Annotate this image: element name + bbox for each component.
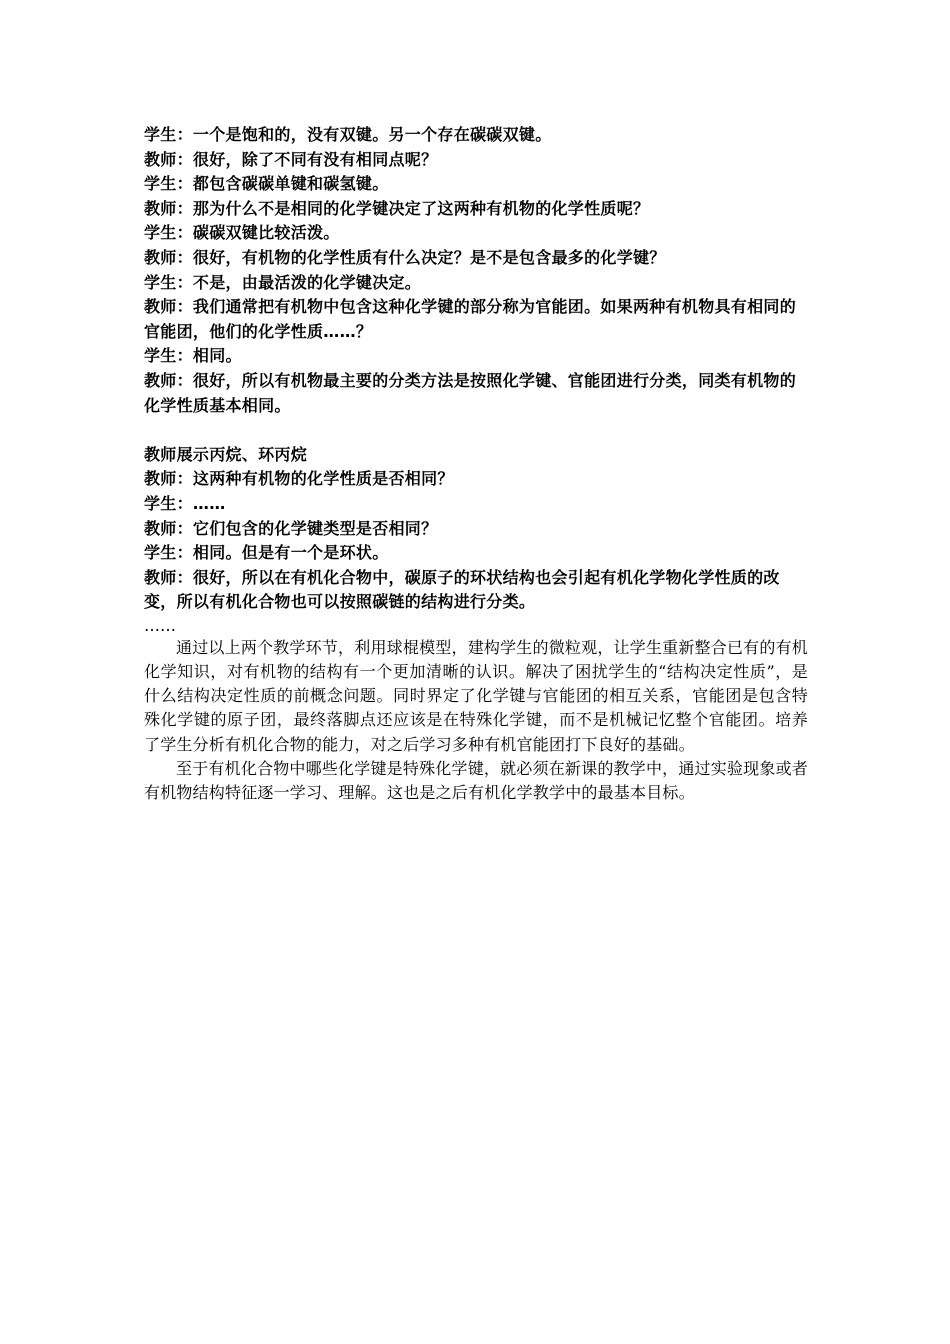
dialogue-line: 教师：我们通常把有机物中包含这种化学键的部分称为官能团。如果两种有机物具有相同的官能团，他们的化学性质……？ xyxy=(144,297,797,341)
summary-paragraph: 至于有机化合物中哪些化学键是特殊化学键，就必须在新课的教学中，通过实验现象或者有机物结构特征逐一学习、理解。这也是之后有机化学教学中的最基本目标。 xyxy=(144,758,808,803)
blank-spacer xyxy=(144,418,808,443)
dialogue-line: 教师展示丙烷、环丙烷 xyxy=(144,444,308,464)
dialogue-line: 学生：一个是饱和的，没有双键。另一个存在碳碳双键。 xyxy=(144,125,552,144)
dialogue-line: 教师：那为什么不是相同的化学键决定了这两种有机物的化学性质呢？ xyxy=(144,198,650,218)
summary-paragraph: 通过以上两个教学环节，利用球棍模型，建构学生的微粒观，让学生重新整合已有的有机化学知识，对有机物的结构有一个更加清晰的认识。解决了困扰学生的“结构决定性质”，是什么结构决定性质的前概念问题。同时界定了化学键与官能团的相互关系，官能团是包含特殊化学键的原子团，最终落脚点还应该是在特殊化学键，而不是机械记忆整个官能团。培养了学生分析有机化合物的能力，对之后学习多种有机官能团打下良好的基础。 xyxy=(144,637,808,754)
document-content xyxy=(144,123,808,805)
dialogue-line: 学生：碳碳双键比较活泼。 xyxy=(144,223,340,243)
dialogue-line: 学生：…… xyxy=(144,493,226,513)
dialogue-line: 教师：很好，所以有机物最主要的分类方法是按照化学键、官能团进行分类，同类有机物的化学性质基本相同。 xyxy=(144,370,797,415)
summary-section xyxy=(144,636,808,805)
dialogue-line: 学生：都包含碳碳单键和碳氢键。 xyxy=(144,174,389,194)
dialogue-line: 学生：相同。 xyxy=(144,346,242,366)
ellipsis-line: …… xyxy=(144,615,176,635)
dialogue-line: 教师：很好，有机物的化学性质有什么决定？是不是包含最多的化学键？ xyxy=(144,247,666,267)
dialogue-line: 教师：这两种有机物的化学性质是否相同？ xyxy=(144,469,454,489)
dialogue-section-2 xyxy=(144,443,808,615)
dialogue-line: 学生：不是，由最活泼的化学键决定。 xyxy=(144,272,422,292)
dialogue-line: 教师：很好，所以在有机化合物中，碳原子的环状结构也会引起有机化学物化学性质的改变，所以有机化合物也可以按照碳链的结构进行分类。 xyxy=(144,567,780,612)
dialogue-line: 学生：相同。但是有一个是环状。 xyxy=(144,543,389,563)
dialogue-section-1 xyxy=(144,123,808,418)
dialogue-line: 教师：很好，除了不同有没有相同点呢？ xyxy=(144,149,438,169)
dialogue-line: 教师：它们包含的化学键类型是否相同？ xyxy=(144,518,438,538)
